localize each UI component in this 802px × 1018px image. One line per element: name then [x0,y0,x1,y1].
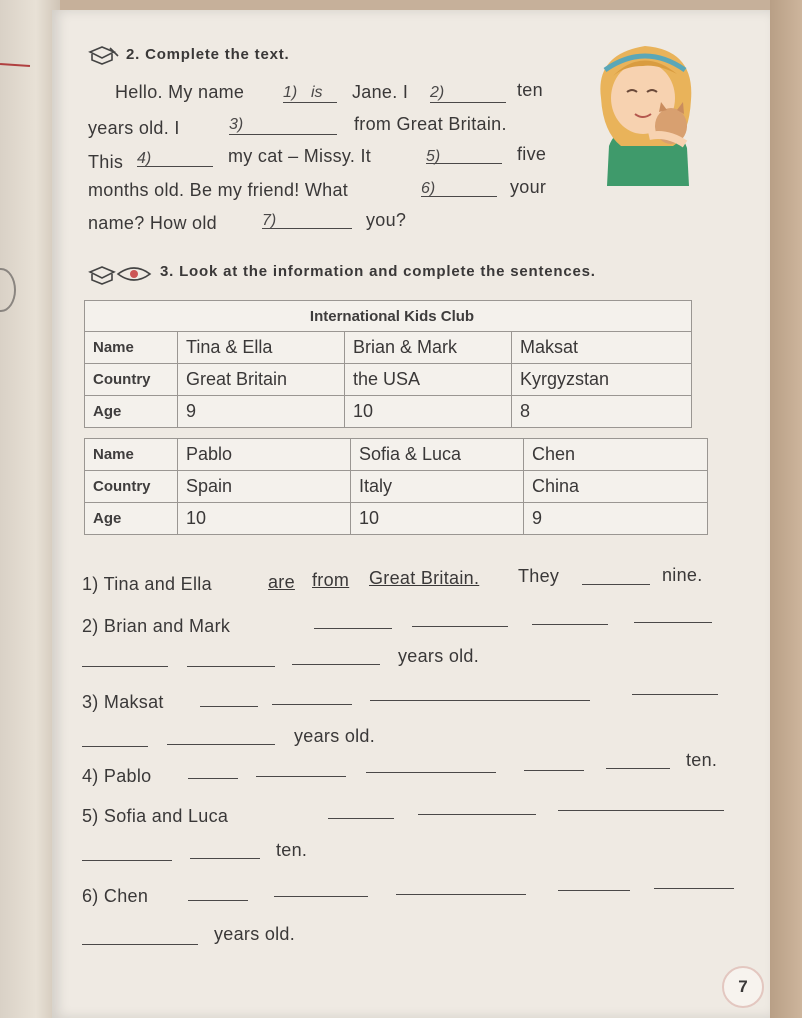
s1-word-are: are [268,572,295,592]
cell-age: 9 [524,503,708,535]
page-number: 7 [722,966,764,1008]
ex2-blank-5[interactable] [426,163,502,164]
left-page-edge [0,0,60,1018]
cell-name: Maksat [512,332,692,364]
label-name: Name [85,332,178,364]
s4-blank-1[interactable] [188,778,238,779]
table-row [85,364,692,396]
cell-name: Brian & Mark [345,332,512,364]
s5-end: ten. [276,840,308,860]
s5-start: 5) Sofia and Luca [82,806,229,826]
cell-age: 8 [512,396,692,428]
s3-start: 3) Maksat [82,692,164,712]
ex2-answer-1: is [311,84,323,101]
s4-start: 4) Pablo [82,766,152,786]
exercise-2-title: 2. Complete the text. [126,46,290,63]
info-table-top [84,300,692,428]
label-country: Country [85,364,178,396]
info-table-bottom [84,438,708,535]
table-row [85,471,708,503]
label-name: Name [85,439,178,471]
ex2-blank-6[interactable] [421,196,497,197]
s2-blank-4[interactable] [634,622,712,623]
s4-blank-2[interactable] [256,776,346,777]
s3-blank-6[interactable] [167,744,275,745]
s3-end: years old. [294,726,376,746]
ex2-line2-a: years old. I [88,118,180,138]
ex2-line1-a: Hello. My name [115,82,245,102]
s5-blank-2[interactable] [418,814,536,815]
s5-blank-3[interactable] [558,810,724,811]
s2-blank-3[interactable] [532,624,608,625]
s1-word-country: Great Britain. [369,568,480,588]
s6-blank-2[interactable] [274,896,368,897]
ex2-blank-1[interactable] [283,102,337,103]
cell-age: 10 [351,503,524,535]
s3-blank-5[interactable] [82,746,148,747]
ex2-line1-b: Jane. I [352,82,409,102]
ex2-line3-a: This [88,152,124,172]
s4-blank-5[interactable] [606,768,670,769]
cell-name: Pablo [178,439,351,471]
s2-blank-6[interactable] [187,666,275,667]
ex2-num-2: 2) [430,84,445,101]
cell-age: 10 [178,503,351,535]
left-page-arc [0,268,16,312]
ex2-blank-3[interactable] [229,134,337,135]
cell-age: 9 [178,396,345,428]
s1-blank[interactable] [582,584,650,585]
s6-start: 6) Chen [82,886,149,906]
ex2-line3-b: my cat – Missy. It [228,146,372,166]
ex2-line4-b: your [510,177,547,197]
s1-they: They [518,566,560,586]
s1-start: 1) Tina and Ella [82,574,212,594]
s3-blank-1[interactable] [200,706,258,707]
book-pencil-eye-icon [88,262,154,286]
right-page-edge [770,0,802,1018]
table-row [85,503,708,535]
book-pencil-icon [88,44,120,66]
ex2-line2-b: from Great Britain. [354,114,507,134]
exercise-3-title: 3. Look at the information and complete the sentences. [160,263,596,280]
ex2-blank-4[interactable] [137,166,213,167]
cell-name: Tina & Ella [178,332,345,364]
s2-start: 2) Brian and Mark [82,616,231,636]
s3-blank-4[interactable] [632,694,718,695]
s6-blank-1[interactable] [188,900,248,901]
s5-blank-1[interactable] [328,818,394,819]
table-row [85,396,692,428]
table-row [85,439,708,471]
s4-end: ten. [686,750,718,770]
s1-end: nine. [662,565,703,585]
s3-blank-2[interactable] [272,704,352,705]
ex2-num-6: 6) [421,180,436,197]
ex2-num-4: 4) [137,150,152,167]
ex2-line3-c: five [517,144,547,164]
s2-blank-2[interactable] [412,626,508,627]
s2-blank-5[interactable] [82,666,168,667]
ex2-line5-a: name? How old [88,213,217,233]
s6-blank-5[interactable] [654,888,734,889]
ex2-num-7: 7) [262,212,277,229]
s2-blank-1[interactable] [314,628,392,629]
cell-country: Italy [351,471,524,503]
cell-country: Kyrgyzstan [512,364,692,396]
table-row [85,332,692,364]
cell-country: Spain [178,471,351,503]
cell-age: 10 [345,396,512,428]
s2-end: years old. [398,646,480,666]
ex2-line5-b: you? [366,210,407,230]
ex2-line1-c: ten [517,80,543,100]
label-age: Age [85,503,178,535]
s1-word-from: from [312,570,350,590]
cell-country: China [524,471,708,503]
cell-name: Chen [524,439,708,471]
table-title: International Kids Club [85,301,692,332]
s6-blank-3[interactable] [396,894,526,895]
s6-blank-6[interactable] [82,944,198,945]
s3-blank-3[interactable] [370,700,590,701]
s6-blank-4[interactable] [558,890,630,891]
ex2-num-5: 5) [426,148,441,165]
cell-country: the USA [345,364,512,396]
cell-country: Great Britain [178,364,345,396]
label-age: Age [85,396,178,428]
ex2-num-1: 1) [283,84,298,101]
s4-blank-3[interactable] [366,772,496,773]
ex2-num-3: 3) [229,116,244,133]
ex2-blank-7[interactable] [262,228,352,229]
s5-blank-5[interactable] [190,858,260,859]
pen-mark [0,63,30,67]
cell-name: Sofia & Luca [351,439,524,471]
s2-blank-7[interactable] [292,664,380,665]
s5-blank-4[interactable] [82,860,172,861]
s4-blank-4[interactable] [524,770,584,771]
ex2-blank-2[interactable] [430,102,506,103]
label-country: Country [85,471,178,503]
s6-end: years old. [214,924,296,944]
girl-with-cat-illustration [587,36,707,186]
ex2-line4-a: months old. Be my friend! What [88,180,349,200]
